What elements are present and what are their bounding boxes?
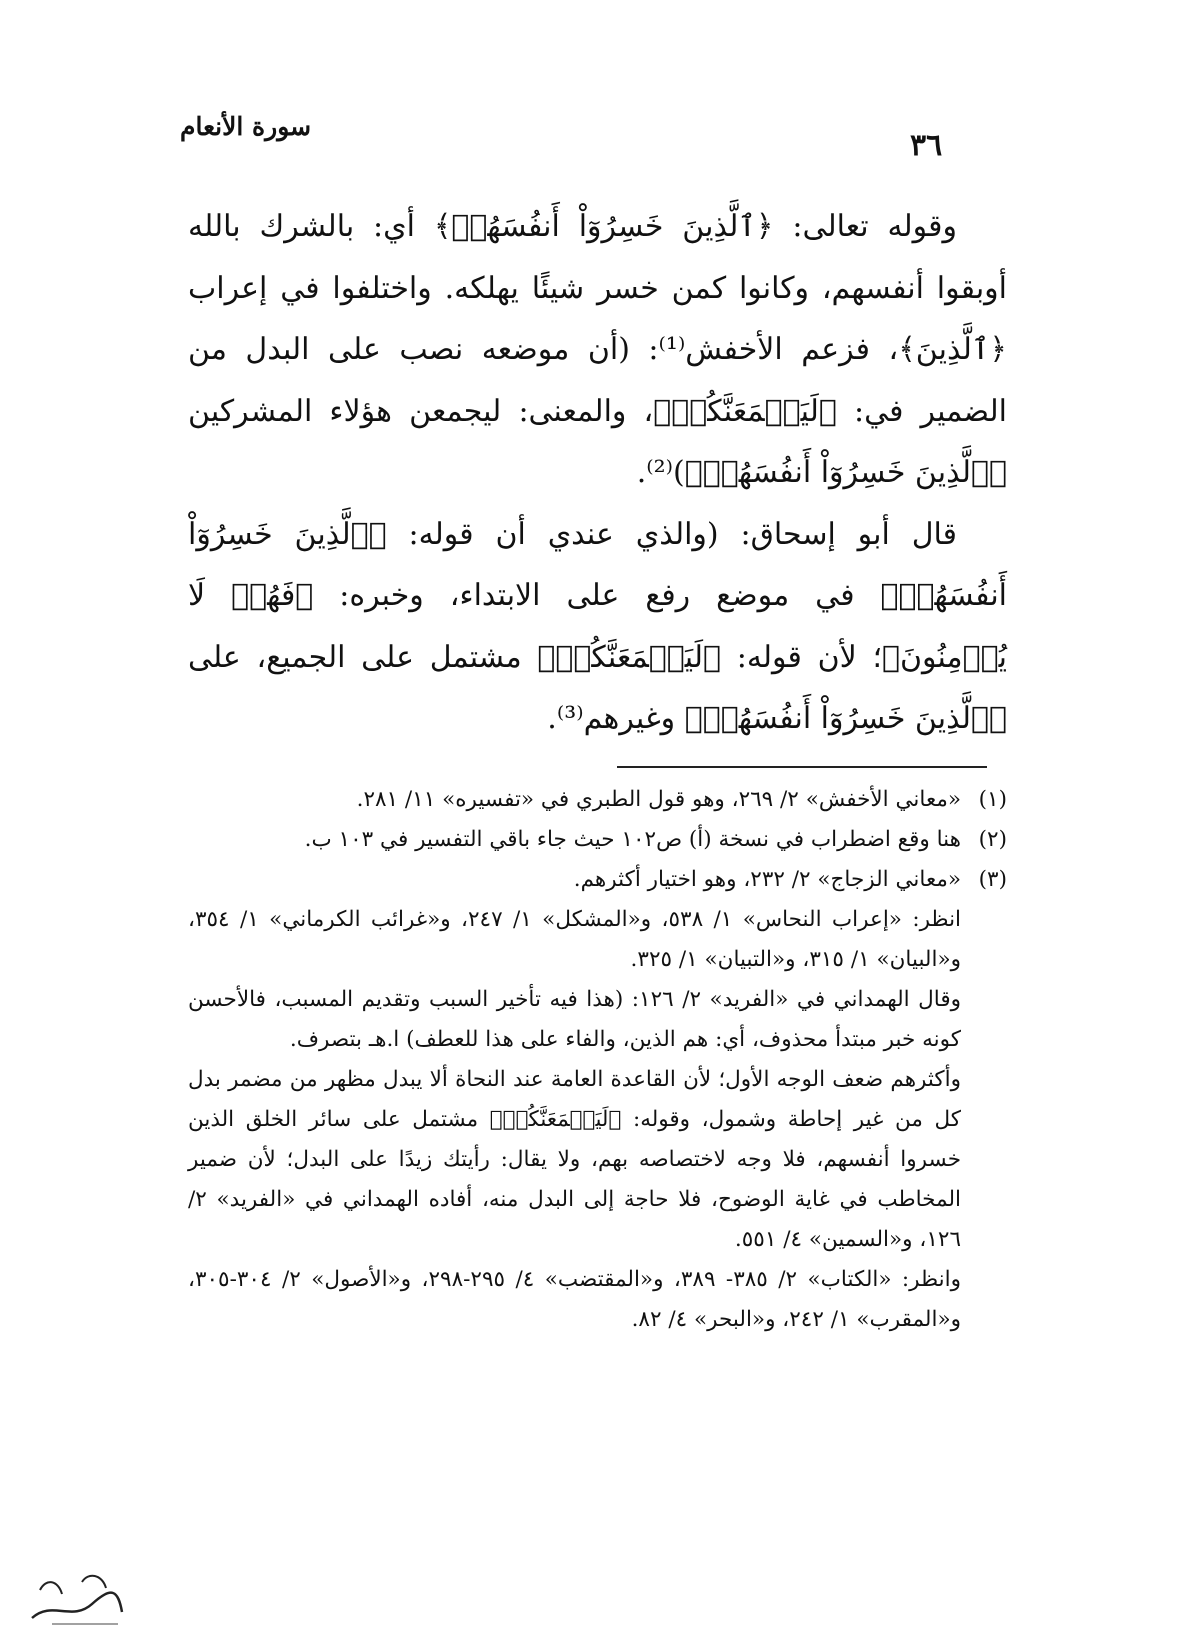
footnote-separator (617, 766, 987, 768)
footnote-2 (188, 820, 1007, 860)
calligraphy-logo-icon (22, 1560, 130, 1632)
footnote-number: (٣) (978, 867, 1007, 892)
surah-title: سورة الأنعام (180, 112, 312, 141)
footnote-continuation: وأكثرهم ضعف الوجه الأول؛ لأن القاعدة العامة عند النحاة ألا يبدل مظهر من مضمر بدل كل من غير إحاطة وشمول، وقوله: ﴿لَيَجۡمَعَنَّكُمۡ﴾ مشتمل على سائر الخلق الذين خسروا أنفسهم، فلا وجه لاختصاصه بهم، ولا يقال: رأيتك زيدًا على البدل؛ لأن ضمير المخاطب في غاية الوضوح، فلا حاجة إلى البدل منه، أفاده الهمداني في «الفريد» ٢/ ١٢٦، و«السمين» ٤/ ٥٥١. (188, 1067, 961, 1252)
paragraph: وقوله تعالى: ﴿ٱلَّذِينَ خَسِرُوٓاْ أَنفُسَهُمۡ﴾ أي: بالشرك بالله أوبقوا أنفسهم، وكانوا كمن خسر شيئًا يهلكه. واختلفوا في إعراب ﴿ٱلَّذِينَ﴾، فزعم الأخفش⁽¹⁾: (أن موضعه نصب على البدل من الضمير في: ﴿لَيَجۡمَعَنَّكُمۡ﴾، والمعنى: ليجمعن هؤلاء المشركين ﴿ٱلَّذِينَ خَسِرُوٓاْ أَنفُسَهُمۡ﴾)⁽²⁾. (188, 209, 1008, 490)
footnote-continuation: وقال الهمداني في «الفريد» ٢/ ١٢٦: (هذا فيه تأخير السبب وتقديم المسبب، فالأحسن كونه خبر مبتدأ محذوف، أي: هم الذين، والفاء على هذا للعطف) ا.هـ بتصرف. (188, 987, 961, 1052)
footnote-number: (١) (978, 787, 1007, 812)
page-number: ٣٦ (910, 128, 943, 163)
footnotes (188, 780, 1007, 1340)
footnote-number: (٢) (978, 827, 1007, 852)
footnote-text: «معاني الأخفش» ٢/ ٢٦٩، وهو قول الطبري في «تفسيره» ١١/ ٢٨١. (356, 787, 961, 812)
paragraph: قال أبو إسحاق: (والذي عندي أن قوله: ﴿ٱلَّذِينَ خَسِرُوٓاْ أَنفُسَهُمۡ﴾ في موضع رفع على الابتداء، وخبره: ﴿فَهُمۡ لَا يُؤۡمِنُونَ﴾؛ لأن قوله: ﴿لَيَجۡمَعَنَّكُمۡ﴾ مشتمل على الجميع، على ﴿ٱلَّذِينَ خَسِرُوٓاْ أَنفُسَهُمۡ﴾ وغيرهم⁽³⁾. (188, 516, 1007, 736)
footnote-text: هنا وقع اضطراب في نسخة (أ) ص١٠٢ حيث جاء باقي التفسير في ١٠٣ ب. (304, 827, 961, 852)
footnote-3 (188, 860, 1007, 900)
publisher-logo (22, 1560, 130, 1632)
main-text (188, 196, 1007, 750)
footnote-1 (188, 780, 1007, 820)
footnote-continuation: انظر: «إعراب النحاس» ١/ ٥٣٨، و«المشكل» ١/ ٢٤٧، و«غرائب الكرماني» ١/ ٣٥٤، و«البيان» ١/ ٣١٥، و«التبيان» ١/ ٣٢٥. (188, 907, 962, 972)
footnote-continuation: وانظر: «الكتاب» ٢/ ٣٨٥- ٣٨٩، و«المقتضب» ٤/ ٢٩٥-٢٩٨، و«الأصول» ٢/ ٣٠٤-٣٠٥، و«المقرب» ١/ ٢٤٢، و«البحر» ٤/ ٨٢. (188, 1267, 962, 1332)
footnote-text: «معاني الزجاج» ٢/ ٢٣٢، وهو اختيار أكثرهم. (573, 867, 961, 892)
